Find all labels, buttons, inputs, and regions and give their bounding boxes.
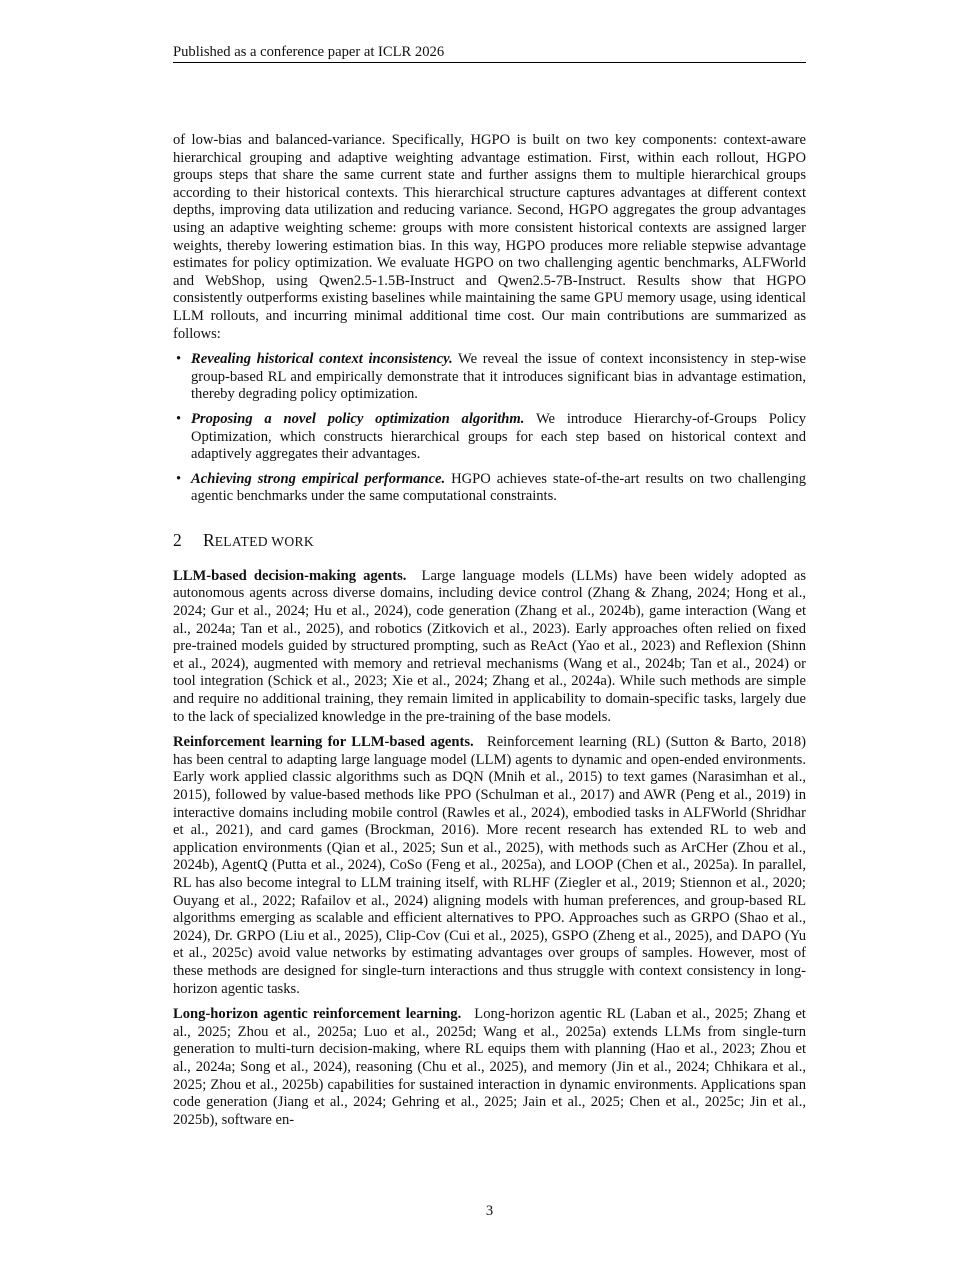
contribution-text: HGPO achieves state-of-the-art results on two challenging agentic benchmarks under the same computational constraints. [191, 470, 806, 505]
page-content [173, 132, 806, 1137]
contribution-item [173, 471, 806, 506]
related-work-paragraph [173, 1006, 806, 1129]
contribution-lead: Achieving strong empirical performance. [191, 470, 446, 487]
contributions-list [173, 351, 806, 506]
bullet-icon: • [176, 351, 182, 368]
paragraph-heading: Long-horizon agentic reinforcement learning. [173, 1006, 462, 1023]
contribution-lead: Proposing a novel policy optimization algorithm. [191, 410, 525, 427]
running-header: Published as a conference paper at ICLR 2026 [173, 43, 806, 63]
paragraph-text: Reinforcement learning (RL) (Sutton & Barto, 2018) has been central to adapting large language model (LLM) agents to dynamic and open-ended environments. Early work applied classic algorithms such as DQN (Mnih et al., 2015) to text games (Narasimhan et al., 2015), followed by value-based methods like PPO (Schulman et al., 2017) and AWR (Peng et al., 2019) in interactive domains including mobile control (Rawles et al., 2024), embodied tasks in ALFWorld (Shridhar et al., 2021), and card games (Brockman, 2016). More recent research has extended RL to web and application environments (Qian et al., 2025; Sun et al., 2025), with methods such as ArCHer (Zhou et al., 2024b), AgentQ (Putta et al., 2024), CoSo (Feng et al., 2025a), and LOOP (Chen et al., 2025a). In parallel, RL has also become integral to LLM training itself, with RLHF (Ziegler et al., 2019; Stiennon et al., 2020; Ouyang et al., 2022; Rafailov et al., 2024) aligning models with human preferences, and group-based RL algorithms emerging as scalable and efficient alternatives to PPO. Approaches such as GRPO (Shao et al., 2024), Dr. GRPO (Liu et al., 2025), Clip-Cov (Cui et al., 2025), GSPO (Zheng et al., 2025), and DAPO (Yu et al., 2025c) avoid value networks by estimating advantages over groups of samples. However, most of these methods are designed for single-turn interactions and thus struggle with context consistency in long-horizon agentic tasks. [173, 734, 806, 997]
contribution-item [173, 411, 806, 464]
paragraph-heading: LLM-based decision-making agents. [173, 567, 407, 584]
bullet-icon: • [176, 410, 182, 427]
contribution-text: We reveal the issue of context inconsistency in step-wise group-based RL and empirically demonstrate that it introduces significant bias in advantage estimation, thereby degrading policy optimization. [191, 351, 806, 403]
contribution-item [173, 351, 806, 404]
contribution-lead: Revealing historical context inconsistency. [191, 351, 453, 368]
page-number: 3 [485, 1203, 494, 1219]
intro-paragraph: of low-bias and balanced-variance. Specifically, HGPO is built on two key components: context-aware hierarchical grouping and adaptive weighting advantage estimation. First, within each rollout, HGPO groups steps that share the same current state and further assigns them to multiple hierarchical groups according to their historical contexts. This hierarchical structure captures advantages at different context depths, improving data utilization and reducing variance. Second, HGPO aggregates the group advantages using an adaptive weighting scheme: groups with more consistent historical contexts are assigned larger weights, thereby lowering estimation bias. In this way, HGPO produces more reliable stepwise advantage estimates for policy optimization. We evaluate HGPO on two challenging agentic benchmarks, ALFWorld and WebShop, using Qwen2.5-1.5B-Instruct and Qwen2.5-7B-Instruct. Results show that HGPO consistently outperforms existing baselines while maintaining the same GPU memory usage, using identical LLM rollouts, and incurring minimal additional time cost. Our main contributions are summarized as follows: [173, 132, 806, 342]
paragraph-heading: Reinforcement learning for LLM-based agents. [173, 734, 474, 751]
related-work-paragraph [173, 568, 806, 726]
contribution-text: We introduce Hierarchy-of-Groups Policy Optimization, which constructs hierarchical groups for each step based on historical context and adaptively aggregates their advantages. [191, 410, 806, 463]
section-title-initial: R [203, 529, 215, 550]
section-title-rest: ELATED WORK [214, 533, 315, 549]
paragraph-text: Large language models (LLMs) have been widely adopted as autonomous agents across diverse domains, including device control (Zhang & Zhang, 2024; Hong et al., 2024; Gur et al., 2024; Hu et al., 2024), code generation (Zhang et al., 2024b), game interaction (Wang et al., 2024a; Tan et al., 2025), and robotics (Zitkovich et al., 2023). Early approaches often relied on fixed pre-trained models guided by structured prompting, such as ReAct (Yao et al., 2023) and Reflexion (Shinn et al., 2024), augmented with memory and retrieval mechanisms (Wang et al., 2024b; Tan et al., 2024) or tool integration (Schick et al., 2023; Xie et al., 2024; Zhang et al., 2024a). While such methods are simple and require no additional training, they remain limited in applicability to domain-specific tasks, largely due to the lack of specialized knowledge in the pre-training of the base models. [173, 567, 806, 725]
bullet-icon: • [176, 470, 182, 487]
section-heading [173, 529, 806, 553]
related-work-paragraph [173, 734, 806, 998]
section-number: 2 [173, 529, 182, 550]
paragraph-text: Long-horizon agentic RL (Laban et al., 2025; Zhang et al., 2025; Zhou et al., 2025a; Luo et al., 2025d; Wang et al., 2025a) extends LLMs from single-turn generation to multi-turn decision-making, where RL equips them with planning (Hao et al., 2023; Zhou et al., 2024a; Song et al., 2024), reasoning (Chu et al., 2025), and memory (Jin et al., 2024; Chhikara et al., 2025; Zhou et al., 2025b) capabilities for sustained interaction in dynamic environments. Applications span code generation (Jiang et al., 2024; Gehring et al., 2025; Jain et al., 2025; Chen et al., 2025c; Jin et al., 2025b), software en- [173, 1006, 806, 1128]
